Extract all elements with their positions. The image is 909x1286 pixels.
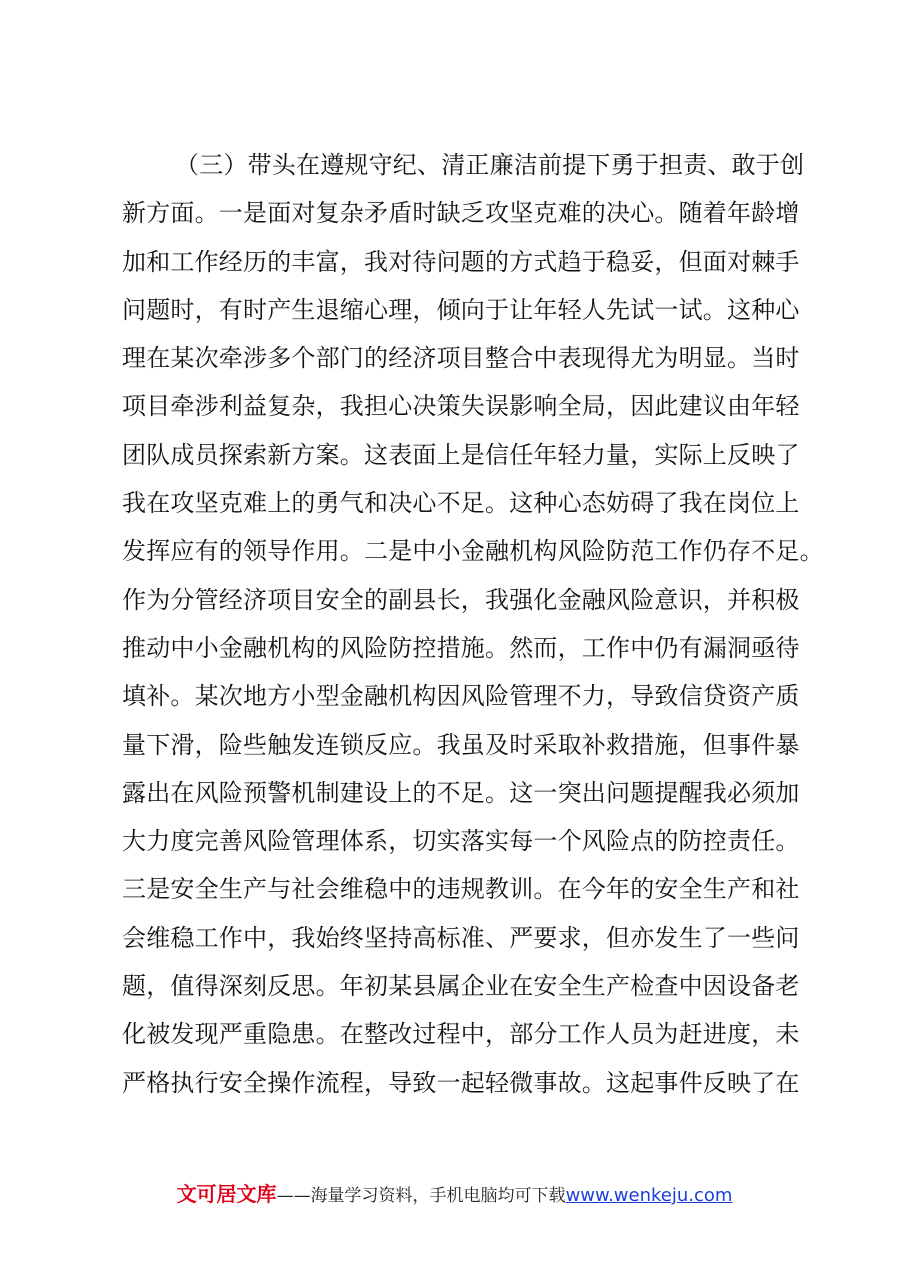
brand-name: 文可居文库 bbox=[176, 1182, 277, 1206]
paragraph-line: 新方面。一是面对复杂矛盾时缺乏攻坚克难的决心。随着年龄增 bbox=[122, 199, 800, 228]
paragraph-line: 化被发现严重隐患。在整改过程中，部分工作人员为赶进度，未 bbox=[122, 1020, 800, 1049]
site-link[interactable]: www.wenkeju.com bbox=[565, 1185, 733, 1206]
document-body bbox=[122, 141, 824, 1107]
paragraph-line: 我在攻坚克难上的勇气和决心不足。这种心态妨碍了我在岗位上 bbox=[122, 489, 800, 518]
paragraph-line: 问题时，有时产生退缩心理，倾向于让年轻人先试一试。这种心 bbox=[122, 295, 800, 324]
footer-tagline: ——海量学习资料，手机电脑均可下载 bbox=[276, 1186, 566, 1206]
paragraph-line: 加和工作经历的丰富，我对待问题的方式趋于稳妥，但面对棘手 bbox=[122, 247, 800, 276]
paragraph-line: 三是安全生产与社会维稳中的违规教训。在今年的安全生产和社 bbox=[122, 875, 800, 904]
paragraph-line: 严格执行安全操作流程，导致一起轻微事故。这起事件反映了在 bbox=[122, 1068, 800, 1097]
paragraph-line: 团队成员探索新方案。这表面上是信任年轻力量，实际上反映了 bbox=[122, 440, 800, 469]
paragraph-line: 露出在风险预警机制建设上的不足。这一突出问题提醒我必须加 bbox=[122, 778, 800, 807]
paragraph-line: 会维稳工作中，我始终坚持高标准、严要求，但亦发生了一些问 bbox=[122, 923, 800, 952]
paragraph-line: 题，值得深刻反思。年初某县属企业在安全生产检查中因设备老 bbox=[122, 972, 800, 1001]
paragraph-line: 填补。某次地方小型金融机构因风险管理不力，导致信贷资产质 bbox=[122, 682, 800, 711]
paragraph-line: 推动中小金融机构的风险防控措施。然而，工作中仍有漏洞亟待 bbox=[122, 633, 800, 662]
paragraph-line: 理在某次牵涉多个部门的经济项目整合中表现得尤为明显。当时 bbox=[122, 344, 800, 373]
footer-banner bbox=[0, 1178, 909, 1207]
paragraph-line: 大力度完善风险管理体系，切实落实每一个风险点的防控责任。 bbox=[122, 827, 800, 856]
paragraph-line: 项目牵涉利益复杂，我担心决策失误影响全局，因此建议由年轻 bbox=[122, 392, 800, 421]
paragraph-line: 发挥应有的领导作用。二是中小金融机构风险防范工作仍存不足。 bbox=[122, 537, 824, 566]
paragraph-line: （三）带头在遵规守纪、清正廉洁前提下勇于担责、敢于创 bbox=[175, 151, 805, 179]
paragraph-line: 量下滑，险些触发连锁反应。我虽及时采取补救措施，但事件暴 bbox=[122, 730, 800, 759]
paragraph-line: 作为分管经济项目安全的副县长，我强化金融风险意识，并积极 bbox=[122, 585, 800, 614]
